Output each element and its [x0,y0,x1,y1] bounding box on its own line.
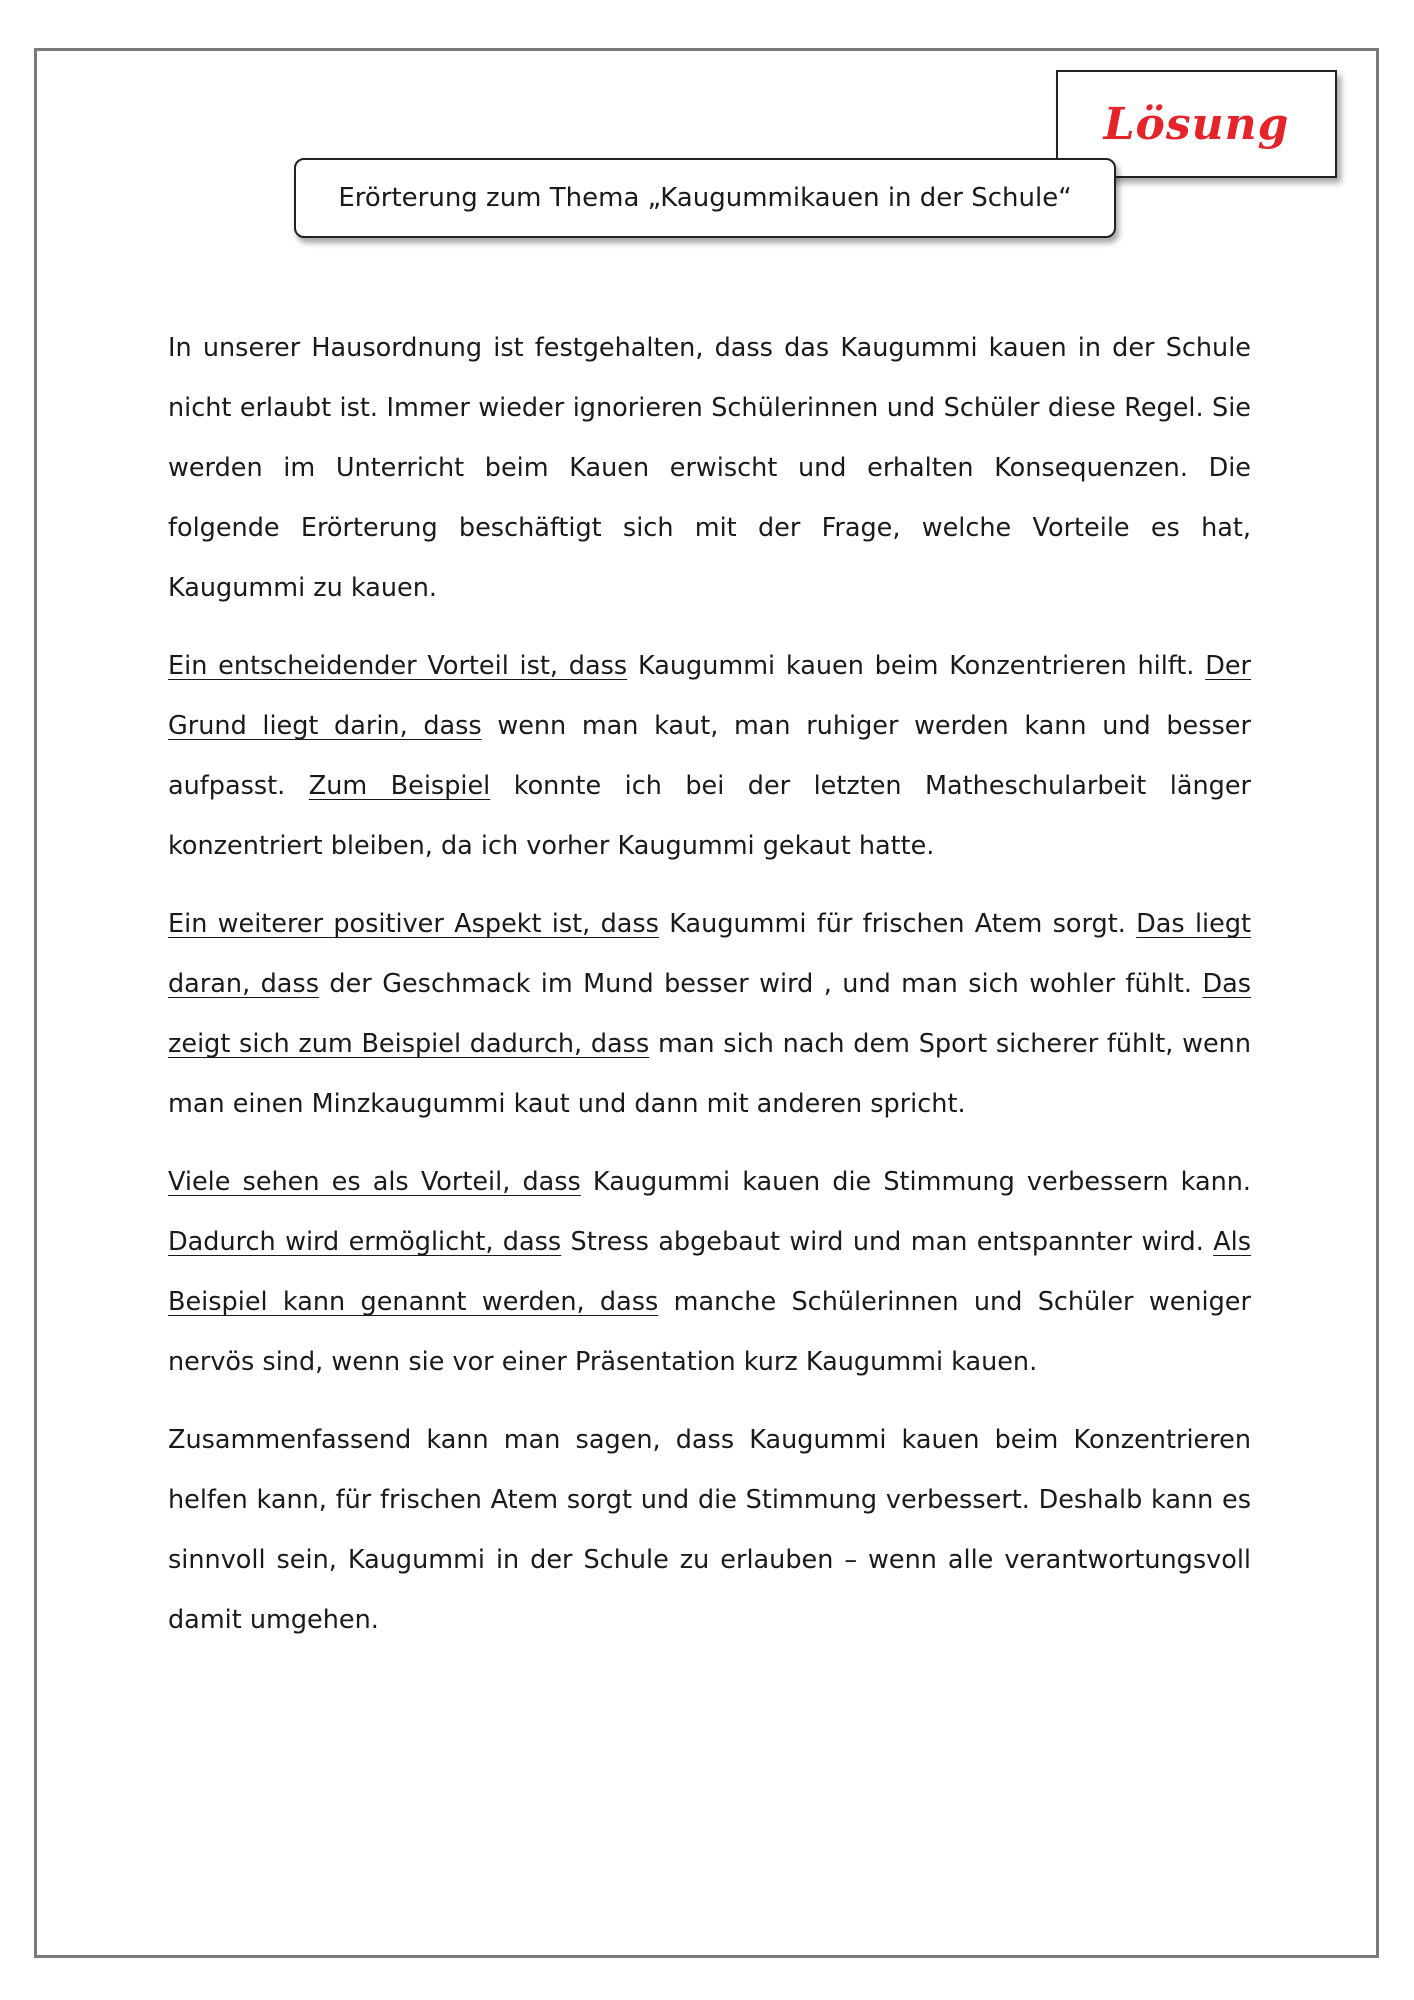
thesis-phrase: Viele sehen es als Vorteil, dass [168,1167,581,1197]
example-phrase: Zum Beispiel [308,771,491,801]
example-text: manche Schülerinnen und Schüler weniger nervös sind, wenn sie vor einer Präsentation kurz Kaugummi kauen. [168,1287,1251,1377]
example-phrase: Als Beispiel kann genannt werden, dass [168,1227,1252,1317]
page-title: Erörterung zum Thema „Kaugummikauen in der Schule“ [338,183,1072,213]
thesis-text: Kaugummi kauen die Stimmung verbessern kann. [580,1167,1251,1197]
reason-phrase: Der Grund liegt darin, dass [168,651,1251,741]
example-phrase: Das zeigt sich zum Beispiel dadurch, dass [168,969,1251,1059]
reason-text: der Geschmack im Mund besser wird , und man sich wohler fühlt. [319,969,1203,999]
example-text: man sich nach dem Sport sicherer fühlt, wenn man einen Minzkaugummi kaut und dann mit anderen spricht. [168,1029,1251,1119]
essay-body [168,318,1251,1668]
example-text: konnte ich bei der letzten Matheschularbeit länger konzentriert bleiben, da ich vorher Kaugummi gekaut hatte. [168,771,1251,861]
title-box [294,158,1116,238]
thesis-text: Kaugummi für frischen Atem sorgt. [658,909,1137,939]
solution-label: Lösung [1103,98,1290,150]
reason-text: Stress abgebaut wird und man entspannter wird. [561,1227,1214,1257]
thesis-text: Kaugummi kauen beim Konzentrieren hilft. [627,651,1206,681]
thesis-phrase: Ein entscheidender Vorteil ist, dass [168,651,628,681]
thesis-phrase: Ein weiterer positiver Aspekt ist, dass [168,909,659,939]
reason-phrase: Das liegt daran, dass [168,909,1252,999]
argument-paragraph-1 [168,636,1251,876]
argument-paragraph-2 [168,894,1251,1134]
reason-phrase: Dadurch wird ermöglicht, dass [168,1227,562,1257]
conclusion-paragraph: Zusammenfassend kann man sagen, dass Kaugummi kauen beim Konzentrieren helfen kann, für frischen Atem sorgt und die Stimmung verbessert. Deshalb kann es sinnvoll sein, Kaugummi in der Schule zu erlauben – wenn alle verantwortungsvoll damit umgehen. [168,1425,1251,1635]
intro-paragraph: In unserer Hausordnung ist festgehalten, dass das Kaugummi kauen in der Schule nicht erlaubt ist. Immer wieder ignorieren Schülerinnen und Schüler diese Regel. Sie werden im Unterricht beim Kauen erwischt und erhalten Konsequenzen. Die folgende Erörterung beschäftigt sich mit der Frage, welche Vorteile es hat, Kaugummi zu kauen. [168,333,1251,603]
reason-text: wenn man kaut, man ruhiger werden kann und besser aufpasst. [168,711,1251,801]
argument-paragraph-3 [168,1152,1251,1392]
